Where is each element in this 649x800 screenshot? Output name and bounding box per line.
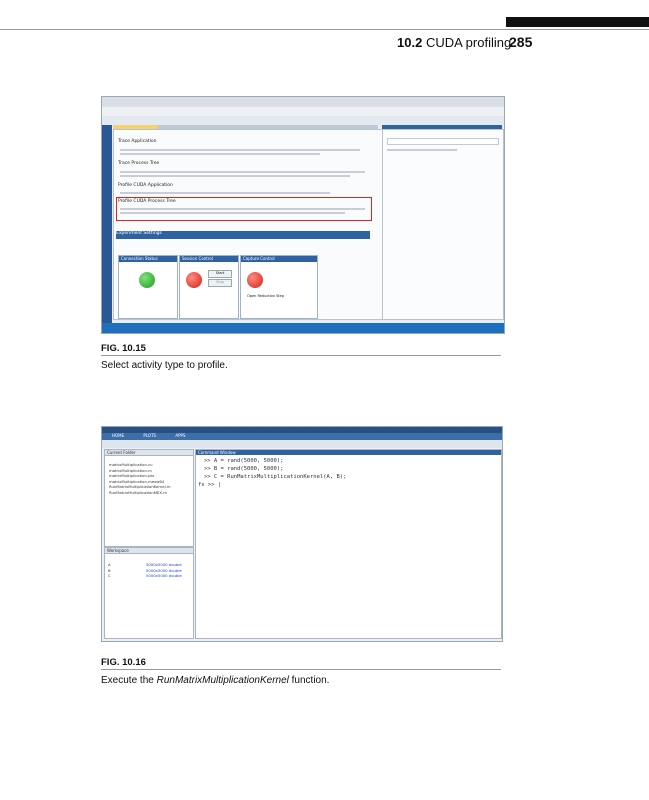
- file-item[interactable]: matrixMultiplication.ptx: [109, 473, 155, 478]
- text-line: [120, 171, 365, 173]
- command-line: >> A = rand(5000, 5000);: [204, 458, 284, 464]
- matlab-address-bar: [102, 440, 502, 448]
- vs-left-dock: [102, 125, 112, 325]
- command-prompt[interactable]: fx >> |: [198, 482, 222, 488]
- matlab-tab-strip: [102, 433, 502, 440]
- tab-apps[interactable]: APPS: [175, 433, 186, 438]
- function-name: RunMatrixMultiplicationKernel: [156, 675, 289, 686]
- figure-10-15-caption: Select activity type to profile.: [101, 360, 228, 371]
- text-line: [120, 153, 320, 155]
- text-line: [120, 192, 330, 194]
- workspace-header: Workspace: [105, 548, 193, 554]
- workspace-var[interactable]: A 5000x5000 double: [108, 562, 182, 567]
- section-title: CUDA profiling: [425, 35, 512, 50]
- workspace-panel: [104, 547, 194, 639]
- text-line: [120, 212, 345, 214]
- experiment-settings-band: Experiment Settings: [116, 231, 370, 239]
- solution-explorer-pane: [382, 129, 504, 320]
- stop-button[interactable]: Stop: [208, 279, 232, 287]
- text-line: [120, 175, 350, 177]
- solution-item: [387, 149, 457, 151]
- text-line: [120, 208, 365, 210]
- tab-plots[interactable]: PLOTS: [143, 433, 157, 438]
- header-bar: [506, 17, 649, 27]
- figure-10-16-label: FIG. 10.16: [101, 657, 146, 668]
- option-trace-application: Trace Application: [118, 139, 157, 144]
- command-line: >> C = RunMatrixMultiplicationKernel(A, B);: [204, 474, 347, 480]
- page-number: 285: [509, 34, 533, 50]
- green-light-icon: [139, 272, 155, 288]
- caption-rule: [101, 669, 501, 670]
- file-item[interactable]: RunMatrixMultiplicationKernel.m: [109, 484, 171, 489]
- panel-header: Capture Control: [241, 256, 317, 262]
- tab-home[interactable]: HOME: [112, 433, 125, 438]
- file-item[interactable]: matrixMultiplication.mexw64: [109, 478, 165, 484]
- section-number: 10.2: [397, 35, 423, 50]
- workspace-var[interactable]: C 5000x5000 double: [108, 573, 182, 578]
- red-light-icon: [247, 272, 263, 288]
- figure-10-16-screenshot: [101, 426, 503, 642]
- file-item[interactable]: RunMatrixMultiplicationMEX.m: [109, 489, 167, 495]
- panel-header: Connection Status: [119, 256, 177, 262]
- header-rule: [0, 29, 649, 30]
- panel-header: Session Control: [180, 256, 238, 262]
- figure-10-16-caption: Execute the RunMatrixMultiplicationKernel function.: [101, 675, 330, 686]
- text-line: [120, 149, 360, 151]
- command-line: >> B = rand(5000, 5000);: [204, 466, 284, 472]
- figure-10-15-label: FIG. 10.15: [101, 343, 146, 354]
- command-window-header: Command Window: [196, 450, 501, 455]
- figure-10-15-screenshot: [101, 96, 505, 334]
- running-header: [397, 35, 511, 50]
- vs-menu-bar: [102, 107, 504, 116]
- caption-rule: [101, 355, 501, 356]
- capture-control-panel: [240, 255, 318, 319]
- session-control-panel: [179, 255, 239, 319]
- command-window-panel: [195, 449, 502, 639]
- file-item[interactable]: matrixMultiplication.m: [109, 467, 152, 473]
- option-trace-process-tree: Trace Process Tree: [118, 161, 160, 166]
- vs-status-bar: [102, 323, 504, 333]
- vs-toolbar: [102, 116, 504, 125]
- red-light-icon: [186, 272, 202, 288]
- open-reduction-step[interactable]: Open Reduction Step: [247, 294, 285, 298]
- current-folder-panel: [104, 449, 194, 547]
- start-button[interactable]: Start: [208, 270, 232, 278]
- option-profile-cuda-process-tree: Profile CUDA Process Tree: [118, 199, 176, 204]
- vs-title-bar: [102, 97, 504, 107]
- file-item[interactable]: matrixMultiplication.cu: [109, 462, 153, 467]
- current-folder-header: Current Folder: [105, 450, 193, 456]
- option-profile-cuda-application: Profile CUDA Application: [118, 183, 173, 188]
- solution-search-box[interactable]: [387, 138, 499, 145]
- workspace-var[interactable]: B 5000x5000 double: [108, 567, 182, 573]
- connection-status-panel: [118, 255, 178, 319]
